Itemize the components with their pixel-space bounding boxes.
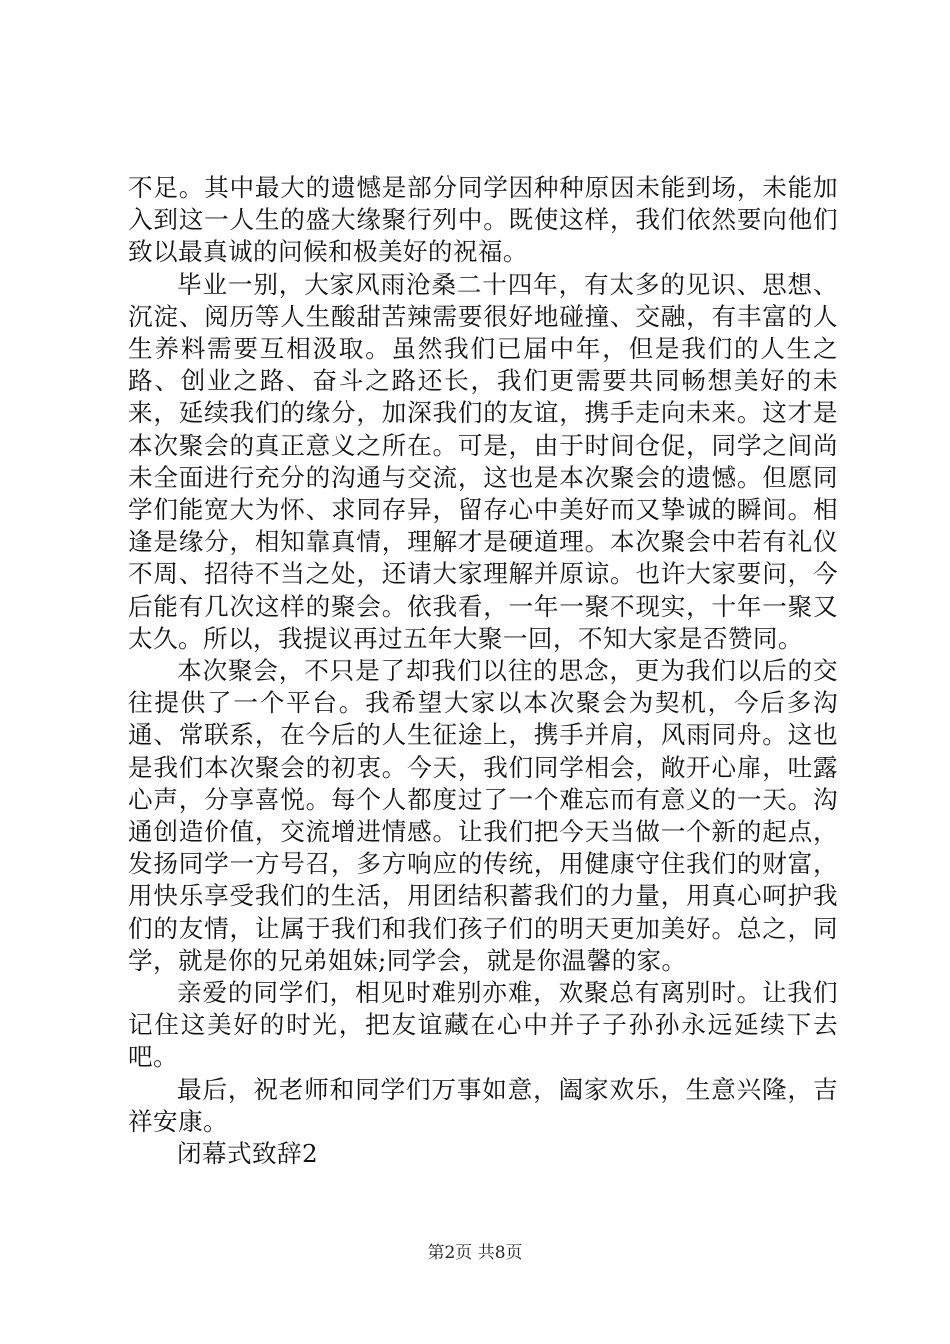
paragraph-5: 最后，祝老师和同学们万事如意，阖家欢乐，生意兴隆，吉祥安康。 [128,1074,838,1136]
paragraph-3: 本次聚会，不只是了却我们以往的思念，更为我们以后的交往提供了一个平台。我希望大家以本次聚会为契机，今后多沟通、常联系，在今后的人生征途上，携手并肩，风雨同舟。这也是我们本次聚会的初衷。今天，我们同学相会，敞开心扉，吐露心声，分享喜悦。每个人都度过了一个难忘而有意义的一天。沟通创造价值，交流增进情感。让我们把今天当做一个新的起点，发扬同学一方号召，多方响应的传统，用健康守住我们的财富，用快乐享受我们的生活，用团结积蓄我们的力量，用真心呵护我们的友情，让属于我们和我们孩子们的明天更加美好。总之，同学，就是你的兄弟姐妹;同学会，就是你温馨的家。 [128,656,838,975]
paragraph-2: 毕业一别，大家风雨沧桑二十四年，有太多的见识、思想、沉淀、阅历等人生酸甜苦辣需要很好地碰撞、交融，有丰富的人生养料需要互相汲取。虽然我们已届中年，但是我们的人生之路、创业之路、奋斗之路还长，我们更需要共同畅想美好的未来，延续我们的缘分，加深我们的友谊，携手走向未来。这才是本次聚会的真正意义之所在。可是，由于时间仓促，同学之间尚未全面进行充分的沟通与交流，这也是本次聚会的遗憾。但愿同学们能宽大为怀、求同存异，留存心中美好而又挚诚的瞬间。相逢是缘分，相知靠真情，理解才是硬道理。本次聚会中若有礼仪不周、招待不当之处，还请大家理解并原谅。也许大家要问，今后能有几次这样的聚会。依我看，一年一聚不现实，十年一聚又太久。所以，我提议再过五年大聚一回，不知大家是否赞同。 [128,269,838,653]
paragraph-4: 亲爱的同学们，相见时难别亦难，欢聚总有离别时。让我们记住这美好的时光，把友谊藏在心中并子子孙孙永远延续下去吧。 [128,978,838,1072]
paragraph-1: 不足。其中最大的遗憾是部分同学因种种原因未能到场，未能加入到这一人生的盛大缘聚行列中。既使这样，我们依然要向他们致以最真诚的问候和极美好的祝福。 [128,173,838,267]
document-body [128,172,838,1170]
section-heading: 闭幕式致辞2 [177,1139,319,1169]
page-number-footer: 第2页 共8页 [427,1243,523,1263]
